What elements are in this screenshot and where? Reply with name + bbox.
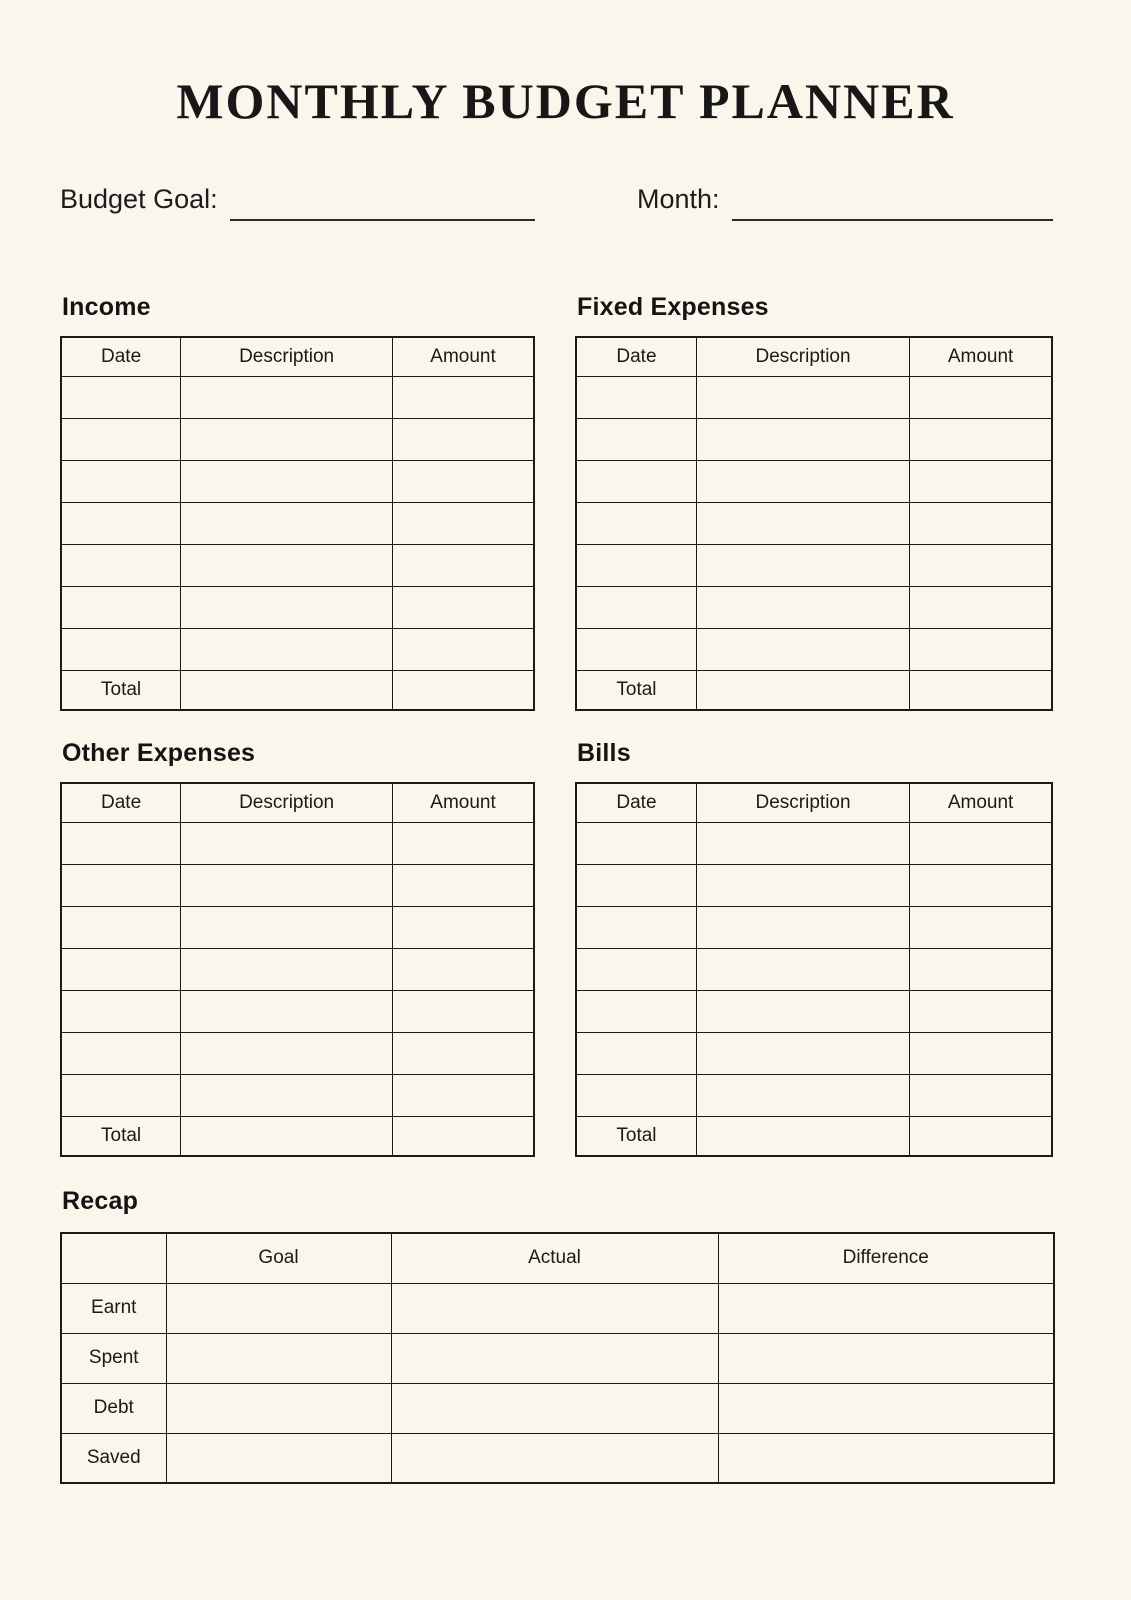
empty-cell: [576, 864, 696, 906]
fixed-expenses-total-row: [576, 670, 1052, 710]
income-row-3: [61, 460, 534, 502]
empty-cell: [576, 376, 696, 418]
empty-cell: [718, 1283, 1054, 1333]
empty-cell: [181, 544, 393, 586]
empty-cell: [576, 906, 696, 948]
empty-cell: [393, 418, 534, 460]
fixed-expenses-row-5: [576, 544, 1052, 586]
empty-cell: [181, 822, 393, 864]
other-expenses-section: [60, 739, 535, 1157]
empty-cell: [61, 822, 181, 864]
empty-cell: [910, 1074, 1052, 1116]
recap-col-actual: Actual: [391, 1233, 718, 1283]
bills-table: [575, 782, 1053, 1157]
bills-col-amount: Amount: [910, 783, 1052, 822]
empty-cell: [61, 906, 181, 948]
other-expenses-header-row: [61, 783, 534, 822]
empty-cell: [696, 460, 909, 502]
empty-cell: [61, 948, 181, 990]
month-field: [637, 184, 1053, 215]
bills-row-6: [576, 1032, 1052, 1074]
other-expenses-col-description: Description: [181, 783, 393, 822]
empty-cell: [166, 1333, 391, 1383]
empty-cell: [61, 544, 181, 586]
empty-cell: [576, 948, 696, 990]
month-label: Month:: [637, 184, 720, 214]
other-expenses-heading: Other Expenses: [62, 739, 256, 767]
empty-cell: [696, 822, 909, 864]
empty-cell: [61, 990, 181, 1032]
bills-row-5: [576, 990, 1052, 1032]
empty-cell: [61, 628, 181, 670]
empty-cell: [576, 628, 696, 670]
empty-cell: [393, 1074, 534, 1116]
other-expenses-row-2: [61, 864, 534, 906]
empty-cell: [391, 1283, 718, 1333]
empty-cell: [696, 1032, 909, 1074]
empty-cell: [393, 376, 534, 418]
fixed-expenses-row-6: [576, 586, 1052, 628]
empty-cell: [393, 502, 534, 544]
empty-cell: [718, 1383, 1054, 1433]
fixed-expenses-col-amount: Amount: [910, 337, 1052, 376]
empty-cell: [910, 948, 1052, 990]
recap-col-difference: Difference: [718, 1233, 1054, 1283]
income-row-2: [61, 418, 534, 460]
empty-cell: [166, 1433, 391, 1483]
empty-cell: [576, 418, 696, 460]
income-section: [60, 293, 535, 711]
recap-corner-cell: [61, 1233, 166, 1283]
income-col-date: Date: [61, 337, 181, 376]
empty-cell: [696, 586, 909, 628]
empty-cell: [181, 948, 393, 990]
income-heading: Income: [62, 293, 151, 321]
empty-cell: [696, 1074, 909, 1116]
fixed-expenses-row-4: [576, 502, 1052, 544]
empty-cell: [181, 502, 393, 544]
empty-cell: [576, 1032, 696, 1074]
empty-cell: [61, 1032, 181, 1074]
empty-cell: [910, 460, 1052, 502]
empty-cell: [910, 1116, 1052, 1156]
budget-goal-write-line: [230, 219, 535, 221]
income-table: [60, 336, 535, 711]
recap-col-goal: Goal: [166, 1233, 391, 1283]
other-expenses-col-amount: Amount: [393, 783, 534, 822]
empty-cell: [576, 1074, 696, 1116]
fixed-expenses-section: [575, 293, 1053, 711]
empty-cell: [181, 990, 393, 1032]
empty-cell: [61, 502, 181, 544]
income-total-row: [61, 670, 534, 710]
income-header-row: [61, 337, 534, 376]
other-expenses-col-date: Date: [61, 783, 181, 822]
empty-cell: [696, 864, 909, 906]
empty-cell: [696, 418, 909, 460]
empty-cell: [576, 990, 696, 1032]
empty-cell: [181, 906, 393, 948]
empty-cell: [696, 906, 909, 948]
empty-cell: [910, 822, 1052, 864]
empty-cell: [910, 502, 1052, 544]
recap-row-label: Debt: [61, 1383, 166, 1433]
empty-cell: [576, 822, 696, 864]
empty-cell: [576, 586, 696, 628]
bills-row-2: [576, 864, 1052, 906]
fixed-expenses-col-date: Date: [576, 337, 696, 376]
fixed-expenses-table: [575, 336, 1053, 711]
empty-cell: [391, 1383, 718, 1433]
empty-cell: [696, 502, 909, 544]
recap-row-saved: [61, 1433, 1054, 1483]
empty-cell: [393, 948, 534, 990]
fixed-expenses-row-2: [576, 418, 1052, 460]
month-write-line: [732, 219, 1053, 221]
bills-col-date: Date: [576, 783, 696, 822]
empty-cell: [576, 460, 696, 502]
empty-cell: [910, 628, 1052, 670]
recap-row-earnt: [61, 1283, 1054, 1333]
recap-table: [60, 1232, 1055, 1484]
recap-row-debt: [61, 1383, 1054, 1433]
empty-cell: [393, 460, 534, 502]
other-expenses-table: [60, 782, 535, 1157]
empty-cell: [696, 376, 909, 418]
fixed-expenses-row-7: [576, 628, 1052, 670]
income-row-7: [61, 628, 534, 670]
bills-header-row: [576, 783, 1052, 822]
fixed-expenses-header-row: [576, 337, 1052, 376]
income-row-5: [61, 544, 534, 586]
page-title: MONTHLY BUDGET PLANNER: [176, 73, 955, 129]
empty-cell: [391, 1333, 718, 1383]
empty-cell: [181, 418, 393, 460]
bills-row-4: [576, 948, 1052, 990]
empty-cell: [181, 586, 393, 628]
empty-cell: [393, 1116, 534, 1156]
empty-cell: [696, 628, 909, 670]
budget-tables-grid: [0, 293, 1131, 1157]
empty-cell: [181, 376, 393, 418]
empty-cell: [393, 586, 534, 628]
recap-row-spent: [61, 1333, 1054, 1383]
empty-cell: [393, 906, 534, 948]
fixed-expenses-row-3: [576, 460, 1052, 502]
fixed-expenses-row-1: [576, 376, 1052, 418]
other-expenses-row-1: [61, 822, 534, 864]
empty-cell: [576, 502, 696, 544]
empty-cell: [393, 1032, 534, 1074]
fixed-expenses-heading: Fixed Expenses: [577, 293, 769, 321]
empty-cell: [181, 1032, 393, 1074]
other-expenses-total-row: [61, 1116, 534, 1156]
income-col-description: Description: [181, 337, 393, 376]
empty-cell: [181, 1074, 393, 1116]
bills-row-3: [576, 906, 1052, 948]
empty-cell: [910, 586, 1052, 628]
empty-cell: [181, 670, 393, 710]
bills-section: [575, 739, 1053, 1157]
income-row-4: [61, 502, 534, 544]
header-fields: [0, 184, 1131, 215]
empty-cell: [181, 1116, 393, 1156]
empty-cell: [393, 670, 534, 710]
empty-cell: [696, 1116, 909, 1156]
empty-cell: [166, 1383, 391, 1433]
empty-cell: [718, 1333, 1054, 1383]
bills-heading: Bills: [577, 739, 631, 767]
income-row-1: [61, 376, 534, 418]
other-expenses-row-5: [61, 990, 534, 1032]
empty-cell: [393, 544, 534, 586]
fixed-expenses-col-description: Description: [696, 337, 909, 376]
recap-row-label: Earnt: [61, 1283, 166, 1333]
empty-cell: [393, 628, 534, 670]
empty-cell: [181, 864, 393, 906]
empty-cell: [910, 906, 1052, 948]
recap-row-label: Saved: [61, 1433, 166, 1483]
other-expenses-row-6: [61, 1032, 534, 1074]
empty-cell: [61, 586, 181, 628]
empty-cell: [696, 990, 909, 1032]
recap-section: [0, 1187, 1131, 1484]
bills-row-1: [576, 822, 1052, 864]
other-expenses-row-3: [61, 906, 534, 948]
empty-cell: [718, 1433, 1054, 1483]
empty-cell: [181, 460, 393, 502]
empty-cell: [61, 376, 181, 418]
income-col-amount: Amount: [393, 337, 534, 376]
empty-cell: [61, 418, 181, 460]
recap-row-label: Spent: [61, 1333, 166, 1383]
bills-total-label: Total: [576, 1116, 696, 1156]
empty-cell: [391, 1433, 718, 1483]
empty-cell: [181, 628, 393, 670]
empty-cell: [696, 544, 909, 586]
other-expenses-row-4: [61, 948, 534, 990]
empty-cell: [910, 864, 1052, 906]
budget-goal-label: Budget Goal:: [60, 184, 218, 214]
empty-cell: [393, 864, 534, 906]
empty-cell: [910, 990, 1052, 1032]
empty-cell: [61, 460, 181, 502]
other-expenses-total-label: Total: [61, 1116, 181, 1156]
empty-cell: [910, 670, 1052, 710]
empty-cell: [910, 376, 1052, 418]
empty-cell: [393, 822, 534, 864]
empty-cell: [910, 544, 1052, 586]
empty-cell: [61, 1074, 181, 1116]
empty-cell: [910, 1032, 1052, 1074]
empty-cell: [696, 948, 909, 990]
empty-cell: [393, 990, 534, 1032]
fixed-expenses-total-label: Total: [576, 670, 696, 710]
bills-row-7: [576, 1074, 1052, 1116]
empty-cell: [696, 670, 909, 710]
budget-goal-field: [60, 184, 535, 215]
bills-total-row: [576, 1116, 1052, 1156]
empty-cell: [61, 864, 181, 906]
income-row-6: [61, 586, 534, 628]
other-expenses-row-7: [61, 1074, 534, 1116]
income-total-label: Total: [61, 670, 181, 710]
bills-col-description: Description: [696, 783, 909, 822]
recap-header-row: [61, 1233, 1054, 1283]
empty-cell: [166, 1283, 391, 1333]
empty-cell: [576, 544, 696, 586]
empty-cell: [910, 418, 1052, 460]
recap-heading: Recap: [62, 1187, 139, 1215]
